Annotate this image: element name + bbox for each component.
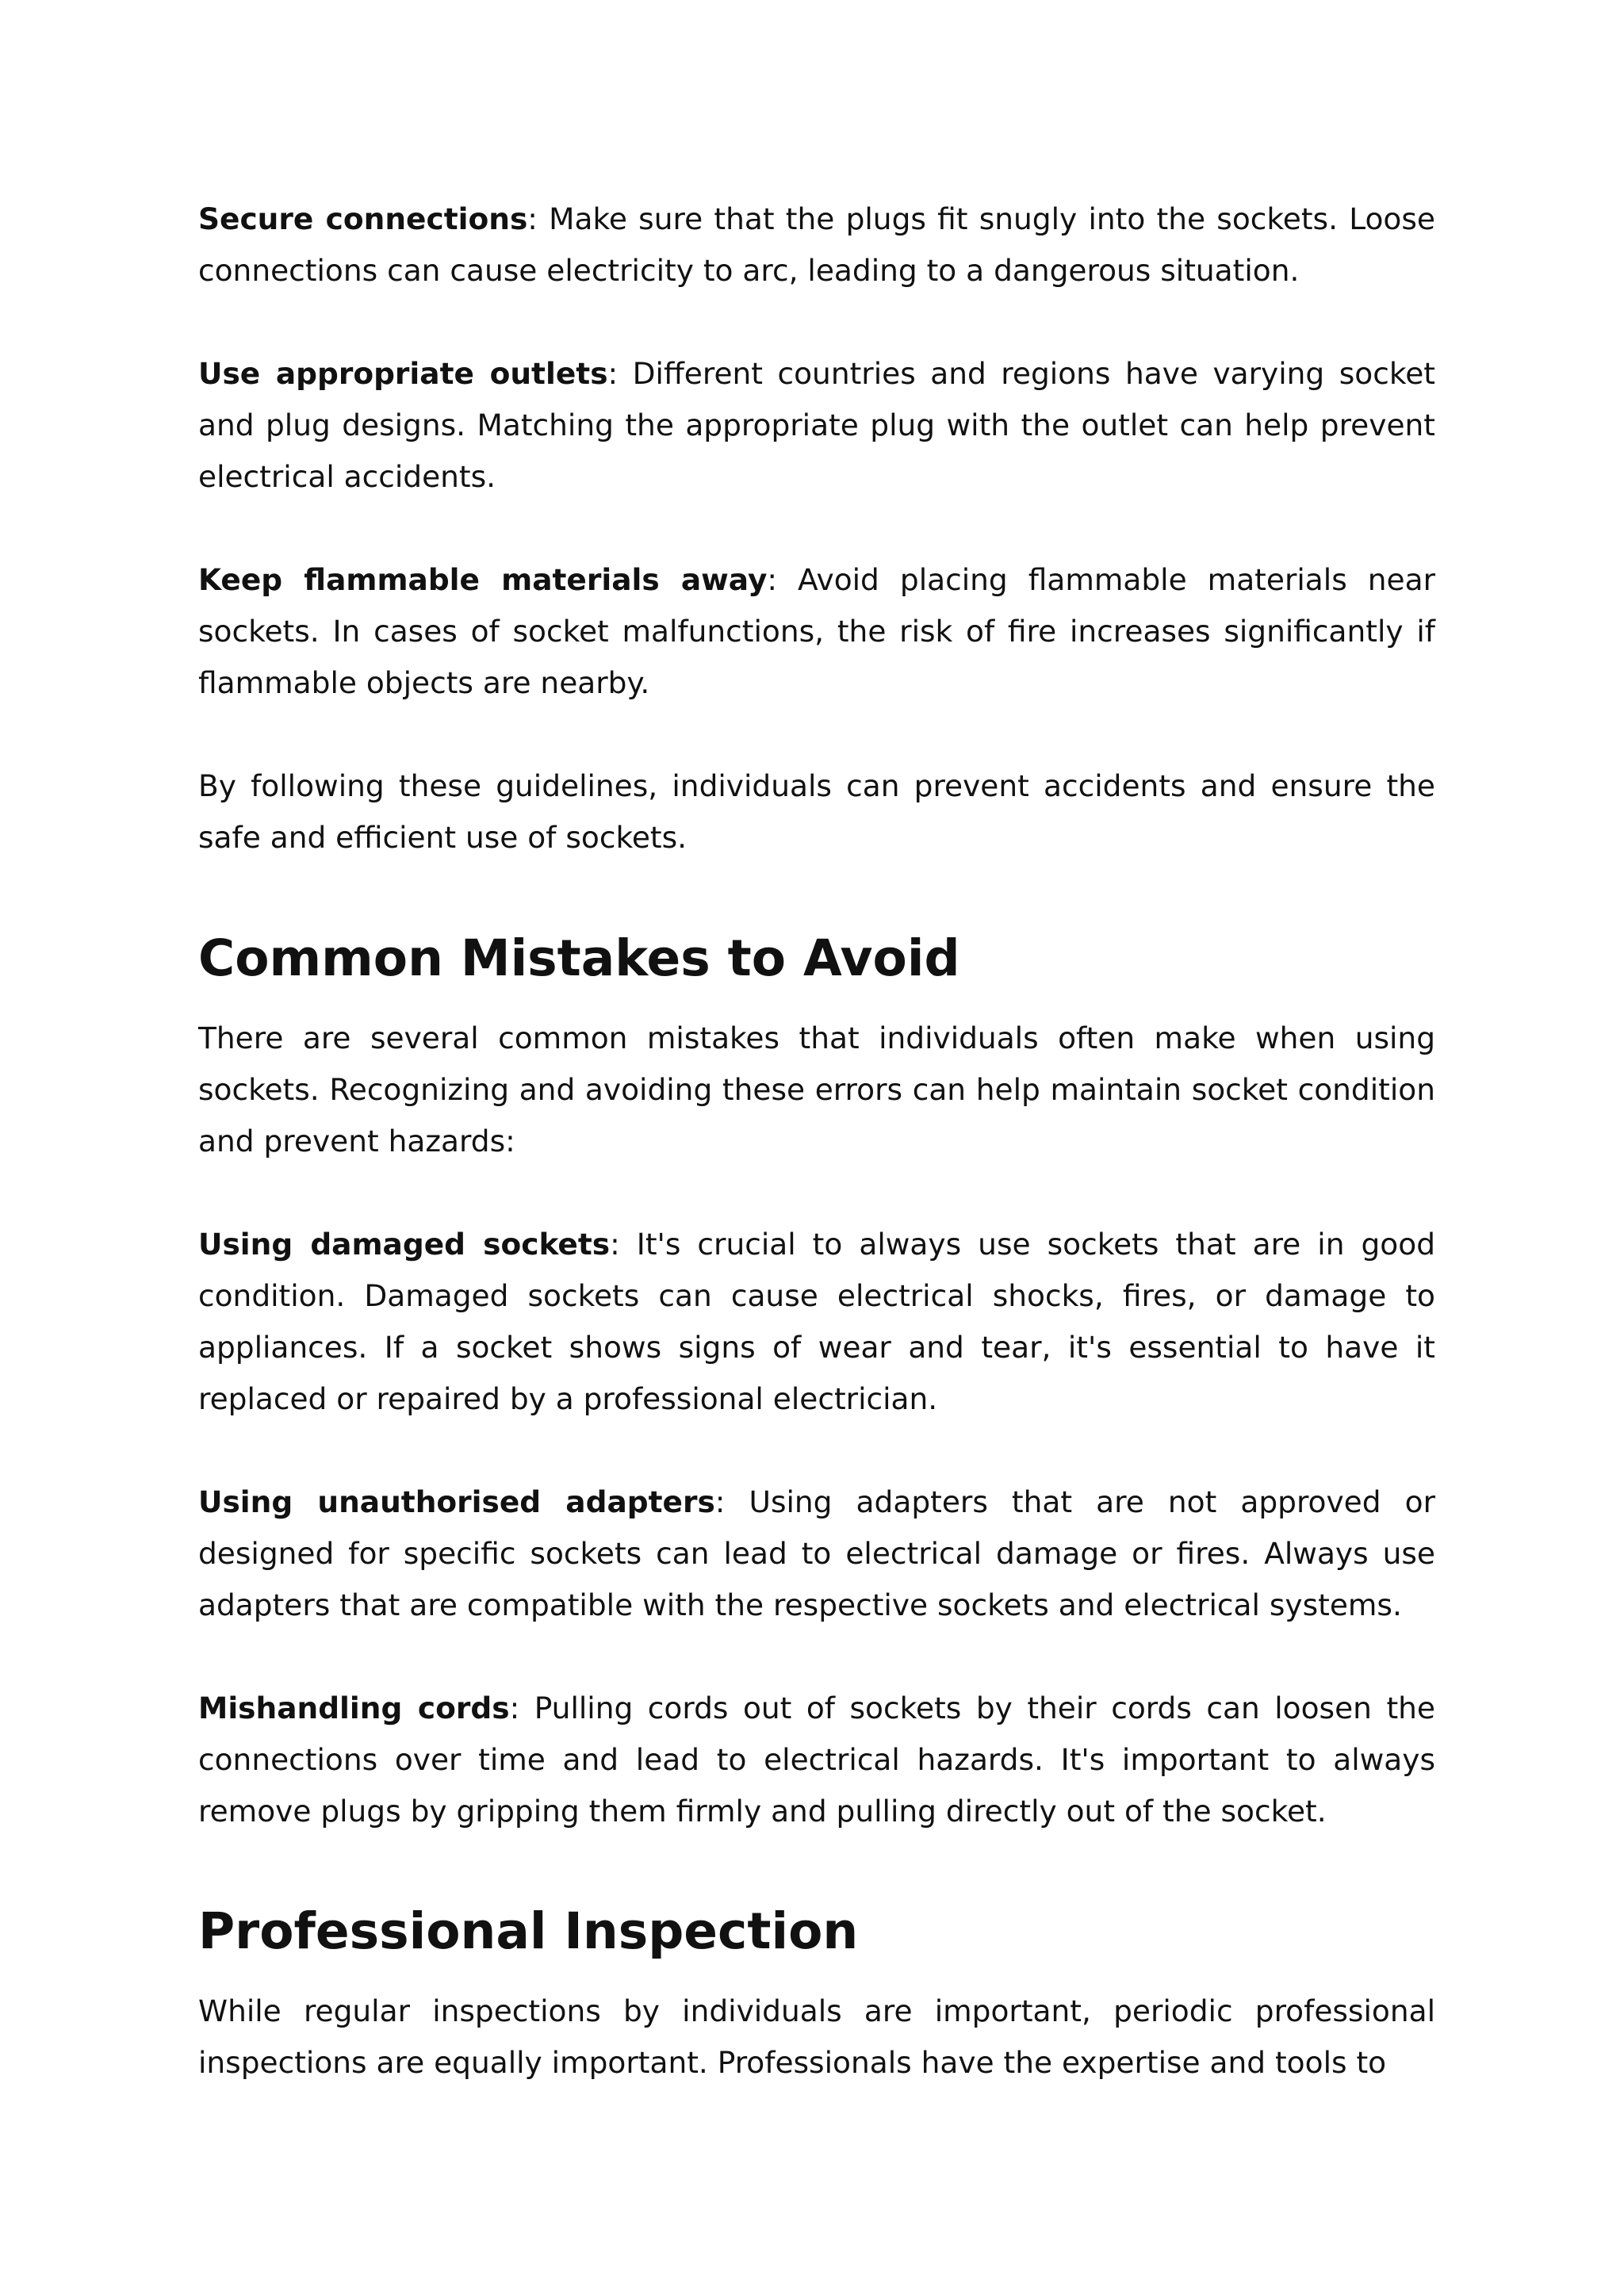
guideline-term: Use appropriate outlets bbox=[198, 356, 608, 391]
mistake-mishandling-cords bbox=[198, 1683, 1435, 1837]
guideline-appropriate-outlets bbox=[198, 348, 1435, 503]
section-heading-common-mistakes: Common Mistakes to Avoid bbox=[198, 929, 960, 987]
guideline-secure-connections bbox=[198, 193, 1435, 297]
guideline-text: : Different countries and regions have varying socket and plug designs. Matching the appropriate plug with the outlet can help prevent electrical accidents. bbox=[198, 356, 1435, 494]
mistake-term: Mishandling cords bbox=[198, 1691, 510, 1725]
inspection-intro: While regular inspections by individuals are important, periodic professional inspections are equally important. Professionals have the expertise and tools to bbox=[198, 1993, 1435, 2080]
guideline-flammable-materials bbox=[198, 554, 1435, 709]
mistake-damaged-sockets bbox=[198, 1219, 1435, 1425]
guideline-term: Keep flammable materials away bbox=[198, 562, 768, 597]
mistake-text: : Using adapters that are not approved or designed for specific sockets can lead to electrical damage or fires. Always use adapters that are compatible with the respective sockets and electrical systems. bbox=[198, 1484, 1435, 1622]
guideline-term: Secure connections bbox=[198, 201, 528, 236]
guideline-text: : Avoid placing flammable materials near sockets. In cases of socket malfunctions, the risk of fire increases significantly if flammable objects are nearby. bbox=[198, 562, 1435, 700]
section-heading-professional-inspection: Professional Inspection bbox=[198, 1902, 859, 1960]
mistake-term: Using damaged sockets bbox=[198, 1227, 611, 1262]
mistake-term: Using unauthorised adapters bbox=[198, 1484, 715, 1519]
mistake-text: : It's crucial to always use sockets that are in good condition. Damaged sockets can cause electrical shocks, fires, or damage to appliances. If a socket shows signs of wear and tear, it's essential to have it replaced or repaired by a professional electrician. bbox=[198, 1227, 1436, 1416]
guideline-text: : Make sure that the plugs fit snugly into the sockets. Loose connections can cause electricity to arc, leading to a dangerous situation. bbox=[198, 201, 1435, 288]
guidelines-summary: By following these guidelines, individuals can prevent accidents and ensure the safe and efficient use of sockets. bbox=[198, 768, 1435, 855]
mistake-text: : Pulling cords out of sockets by their cords can loosen the connections over time and lead to electrical hazards. It's important to always remove plugs by gripping them firmly and pulling directly out of the socket. bbox=[198, 1691, 1435, 1829]
mistakes-intro: There are several common mistakes that individuals often make when using sockets. Recognizing and avoiding these errors can help maintain socket condition and prevent hazards: bbox=[198, 1021, 1435, 1158]
document-page bbox=[198, 193, 1435, 2089]
mistake-unauthorised-adapters bbox=[198, 1476, 1435, 1631]
